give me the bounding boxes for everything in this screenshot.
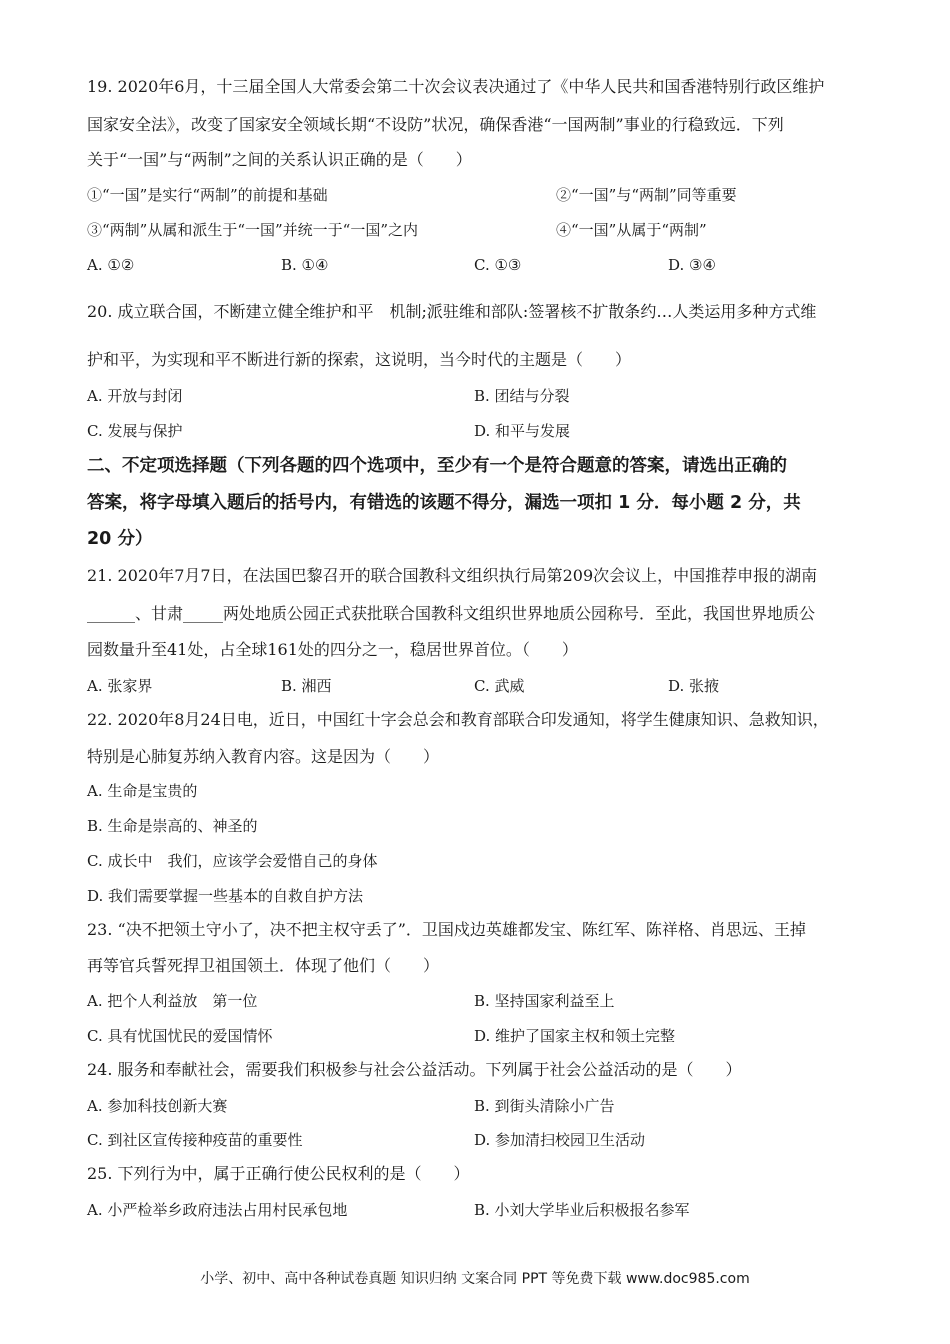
- q20-option-d: D. 和平与发展: [474, 422, 571, 440]
- section-2-heading-line3: 20 分）: [87, 529, 153, 549]
- section-2-heading-line1: 二、不定项选择题（下列各题的四个选项中，至少有一个是符合题意的答案，请选出正确的: [87, 456, 787, 476]
- q25-stem-line1: 25. 下列行为中，属于正确行使公民权利的是（ ）: [87, 1164, 470, 1183]
- section-2-heading-line2: 答案，将字母填入题后的括号内，有错选的该题不得分，漏选一项扣 1 分．每小题 2 分，共: [87, 493, 801, 513]
- q21-option-b: B. 湘西: [281, 677, 332, 695]
- q19-stem-line1: 19. 2020年6月，十三届全国人大常委会第二十次会议表决通过了《中华人民共和国香港特别行政区维护: [87, 77, 825, 96]
- q19-stem-line3: 关于“一国”与“两制”之间的关系认识正确的是（ ）: [87, 150, 472, 169]
- q23-stem-line1: 23. “决不把领土守小了，决不把主权守丢了”．卫国戍边英雄都发宝、陈红军、陈祥格、肖思远、王掉: [87, 920, 806, 939]
- q21-stem-line3: 园数量升至41处，占全球161处的四分之一，稳居世界首位。（ ）: [87, 640, 578, 659]
- q24-stem-line1: 24. 服务和奉献社会，需要我们积极参与社会公益活动。下列属于社会公益活动的是（ ）: [87, 1060, 742, 1079]
- q21-option-c: C. 武威: [474, 677, 525, 695]
- q22-stem-line1: 22. 2020年8月24日电，近日，中国红十字会总会和教育部联合印发通知，将学生健康知识、急救知识，: [87, 710, 829, 729]
- q24-option-a: A. 参加科技创新大赛: [87, 1097, 228, 1115]
- q24-option-b: B. 到街头清除小广告: [474, 1097, 615, 1115]
- q20-stem-line1: 20. 成立联合国，不断建立健全维护和平 机制;派驻维和部队:签署核不扩散条约…人类运用多种方式维: [87, 302, 817, 321]
- q25-option-b: B. 小刘大学毕业后积极报名参军: [474, 1201, 690, 1219]
- q22-option-d: D. 我们需要掌握一些基本的自救自护方法: [87, 887, 364, 905]
- q19-statement-4: ④“一国”从属于“两制”: [556, 221, 707, 239]
- q23-option-a: A. 把个人利益放 第一位: [87, 992, 258, 1010]
- q22-option-b: B. 生命是崇高的、神圣的: [87, 817, 258, 835]
- q23-stem-line2: 再等官兵誓死捍卫祖国领土．体现了他们（ ）: [87, 956, 440, 975]
- q23-option-d: D. 维护了国家主权和领土完整: [474, 1027, 676, 1045]
- q21-stem-line1: 21. 2020年7月7日，在法国巴黎召开的联合国教科文组织执行局第209次会议上，中国推荐申报的湖南: [87, 566, 818, 585]
- q19-option-a: A. ①②: [87, 256, 135, 274]
- q20-stem-line2: 护和平，为实现和平不断进行新的探索，这说明，当今时代的主题是（ ）: [87, 350, 632, 369]
- q19-statement-3: ③“两制”从属和派生于“一国”并统一于“一国”之内: [87, 221, 419, 239]
- q22-option-a: A. 生命是宝贵的: [87, 782, 198, 800]
- q21-option-d: D. 张掖: [668, 677, 720, 695]
- q20-option-b: B. 团结与分裂: [474, 387, 570, 405]
- q19-option-d: D. ③④: [668, 256, 716, 274]
- q20-option-c: C. 发展与保护: [87, 422, 183, 440]
- q19-statement-2: ②“一国”与“两制”同等重要: [556, 186, 737, 204]
- q19-stem-line2: 国家安全法》，改变了国家安全领域长期“不设防”状况，确保香港“一国两制”事业的行稳致远．下列: [87, 115, 784, 134]
- q21-option-a: A. 张家界: [87, 677, 153, 695]
- q22-stem-line2: 特别是心肺复苏纳入教育内容。这是因为（ ）: [87, 747, 440, 766]
- q21-stem-line2: ______、甘肃_____两处地质公园正式获批联合国教科文组织世界地质公园称号．至此，我国世界地质公: [87, 604, 816, 623]
- q22-option-c: C. 成长中 我们，应该学会爱惜自己的身体: [87, 852, 378, 870]
- q19-option-c: C. ①③: [474, 256, 522, 274]
- q25-option-a: A. 小严检举乡政府违法占用村民承包地: [87, 1201, 348, 1219]
- q23-option-b: B. 坚持国家利益至上: [474, 992, 615, 1010]
- q19-option-b: B. ①④: [281, 256, 329, 274]
- q20-option-a: A. 开放与封闭: [87, 387, 183, 405]
- q24-option-c: C. 到社区宣传接种疫苗的重要性: [87, 1131, 303, 1149]
- page-footer: 小学、初中、高中各种试卷真题 知识归纳 文案合同 PPT 等免费下载 www.doc985.com: [200, 1271, 750, 1287]
- q19-statement-1: ①“一国”是实行“两制”的前提和基础: [87, 186, 328, 204]
- q23-option-c: C. 具有忧国忧民的爱国情怀: [87, 1027, 273, 1045]
- q24-option-d: D. 参加清扫校园卫生活动: [474, 1131, 646, 1149]
